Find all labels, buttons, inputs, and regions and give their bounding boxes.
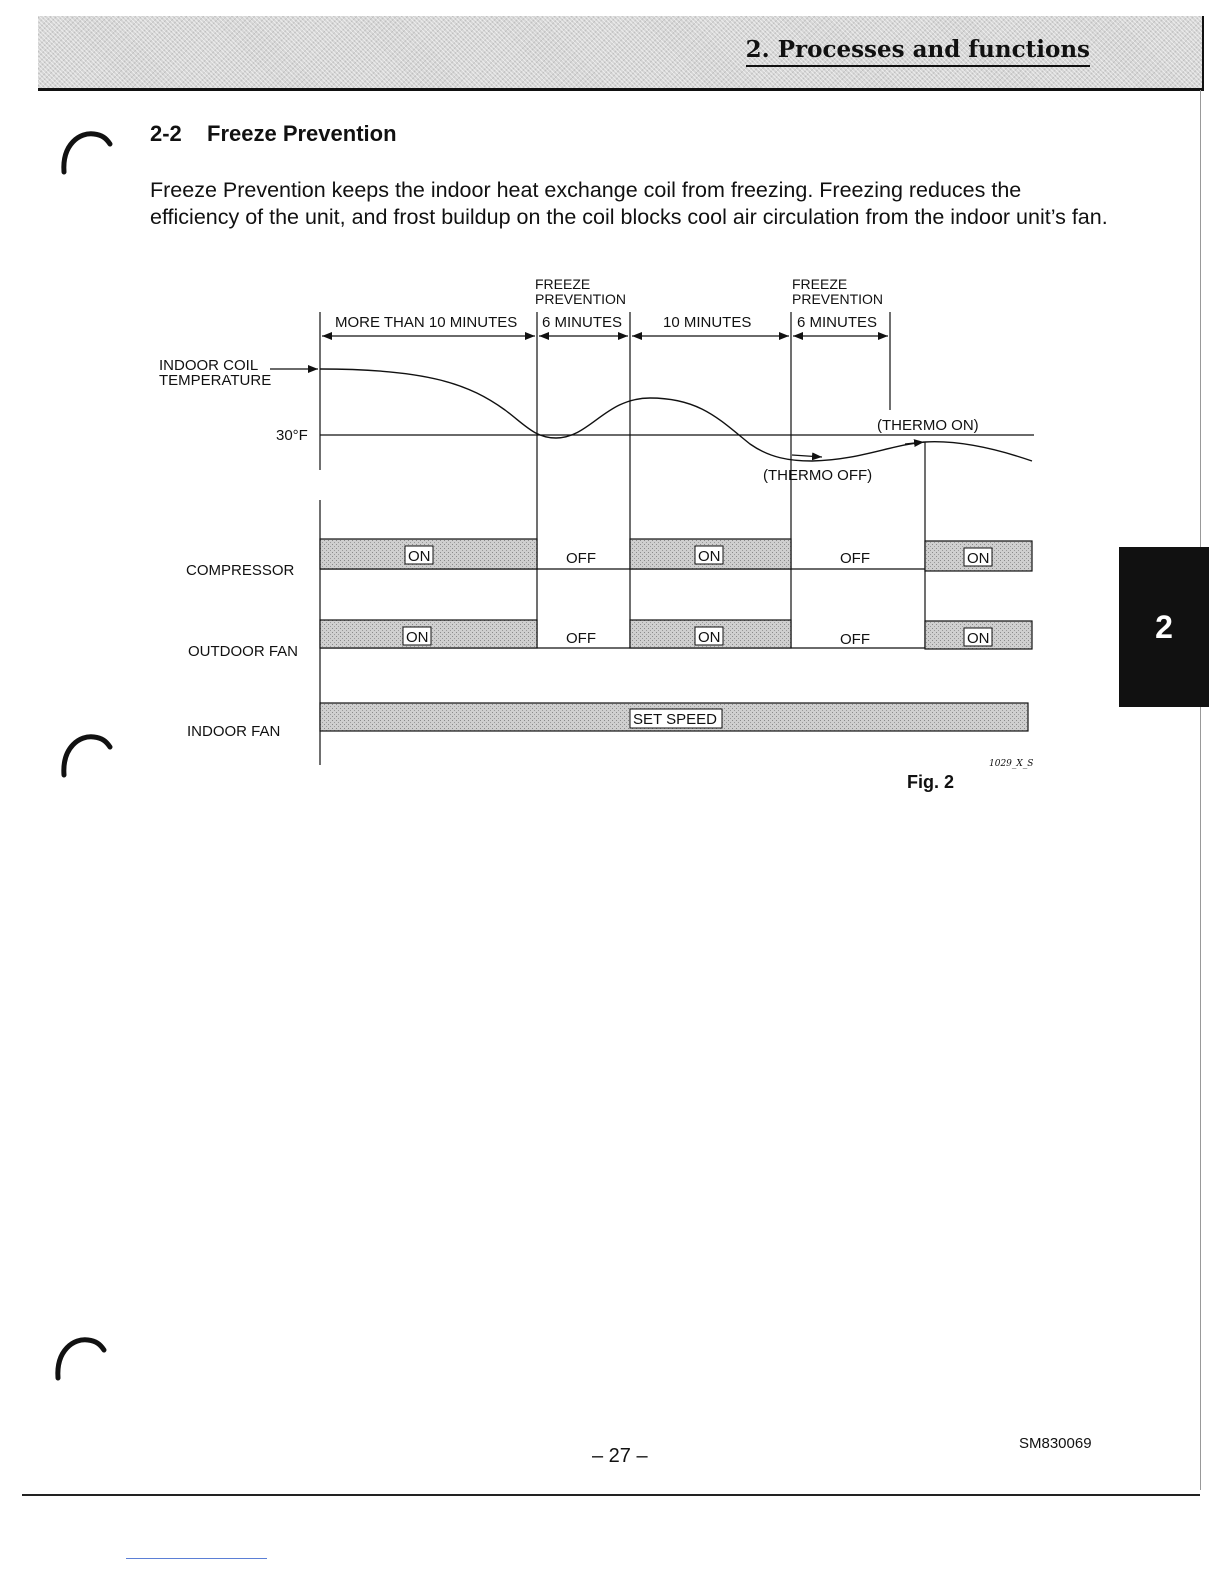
thermo-on-label: (THERMO ON) [877, 417, 979, 434]
document-code: SM830069 [1019, 1435, 1092, 1452]
intro-paragraph: Freeze Prevention keeps the indoor heat exchange coil from freezing. Freezing reduces the efficiency of the unit, and frost buildup on the coil blocks cool air circulation from the indoor unit’s fan. [150, 178, 1108, 229]
figure-label: Fig. 2 [907, 772, 955, 792]
freeze-prevention-label-2b: PREVENTION [792, 291, 884, 307]
indoor-fan-label: INDOOR FAN [187, 723, 281, 740]
interval-label-2: 6 MINUTES [542, 314, 623, 331]
compressor-label: COMPRESSOR [186, 562, 295, 579]
outdoor-fan-state-off: OFF [840, 631, 870, 648]
section-number: 2-2 [150, 121, 182, 146]
compressor-state-off: OFF [840, 550, 870, 567]
header-title: 2. Processes and functions [746, 36, 1090, 67]
page-number: – 27 – [592, 1445, 648, 1467]
indoor-fan-state: SET SPEED [633, 711, 717, 728]
outdoor-fan-state-on: ON [406, 629, 429, 646]
interval-label-3: 10 MINUTES [663, 314, 752, 331]
thermo-off-arrow [792, 455, 822, 457]
coil-temperature-label-2: TEMPERATURE [159, 372, 272, 389]
drawing-id: 1029_X_S [989, 759, 1034, 769]
interval-label-4: 6 MINUTES [797, 314, 878, 331]
chapter-tab: 2 [1119, 547, 1209, 707]
thermo-off-label: (THERMO OFF) [763, 467, 873, 484]
threshold-label: 30°F [276, 427, 308, 444]
freeze-prevention-label-1b: PREVENTION [535, 291, 627, 307]
outdoor-fan-state-on: ON [967, 630, 990, 647]
outdoor-fan-state-on: ON [698, 629, 721, 646]
scan-artifact-line [126, 1558, 267, 1559]
freeze-prevention-label-2a: FREEZE [792, 276, 848, 292]
interval-label-1: MORE THAN 10 MINUTES [335, 314, 518, 331]
footer-rule [22, 1494, 1200, 1496]
section-title: Freeze Prevention [207, 121, 397, 146]
compressor-state-on: ON [698, 548, 721, 565]
compressor-state-on: ON [408, 548, 431, 565]
outdoor-fan-label: OUTDOOR FAN [188, 643, 299, 660]
compressor-state-on: ON [967, 550, 990, 567]
binder-hole-icon [52, 1330, 110, 1388]
outdoor-fan-state-off: OFF [566, 630, 596, 647]
compressor-state-off: OFF [566, 550, 596, 567]
coil-temperature-label-1: INDOOR COIL [159, 357, 259, 374]
freeze-prevention-label-1a: FREEZE [535, 276, 591, 292]
